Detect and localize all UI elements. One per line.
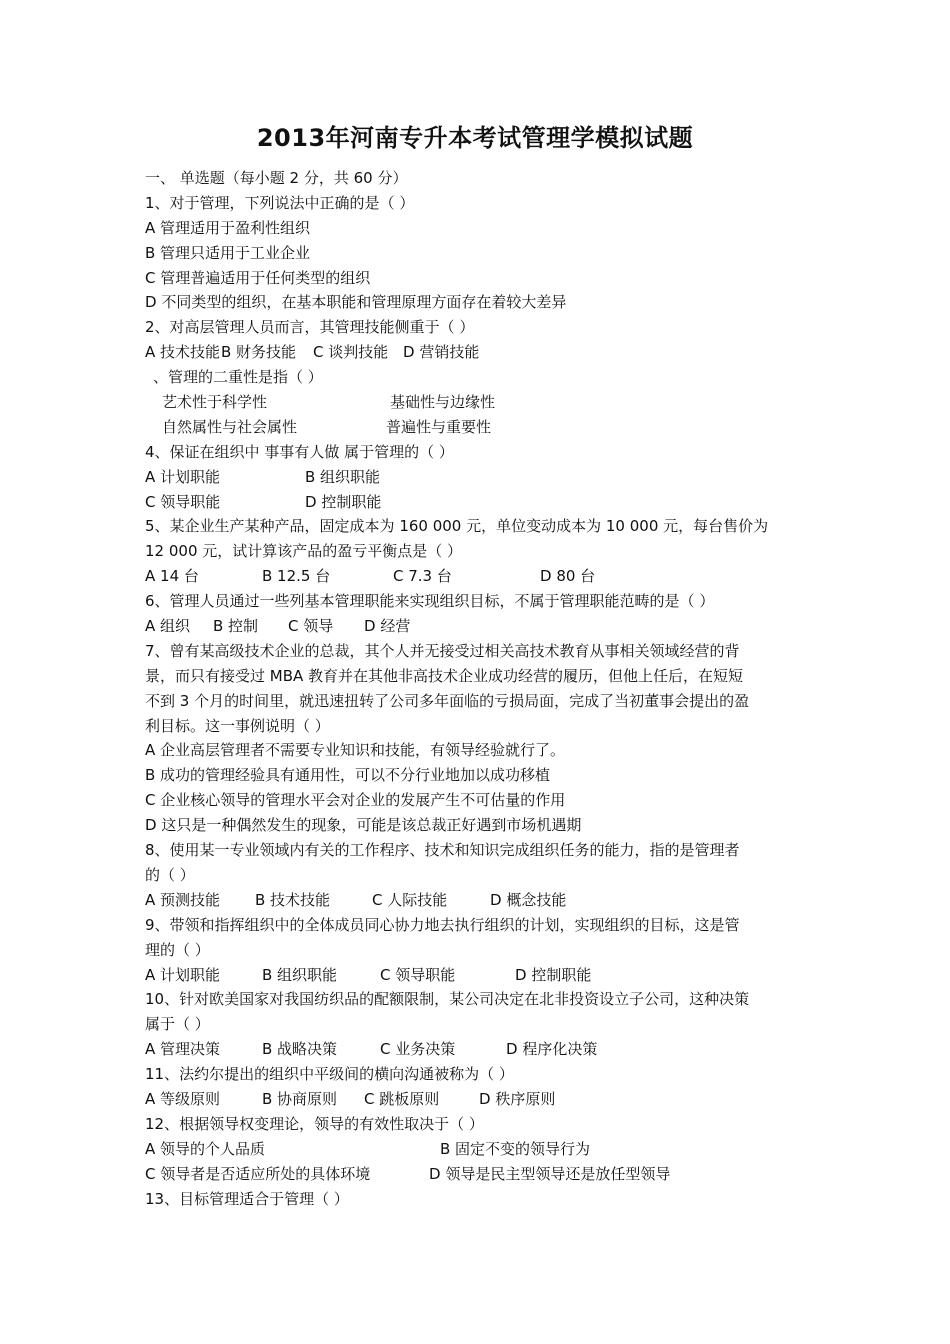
answer-options-row: [145, 465, 810, 490]
answer-option: D 控制职能: [515, 965, 592, 984]
answer-options-row: [145, 1087, 810, 1112]
answer-options-row: [145, 490, 810, 515]
answer-option: D 经营: [364, 617, 411, 636]
question-stem: 4、保证在组织中 事事有人做 属于管理的（ ）: [145, 442, 454, 461]
answer-options-row: [145, 415, 810, 440]
answer-option: A 计划职能: [145, 467, 221, 486]
question-stem: 8、使用某一专业领域内有关的工作程序、技术和知识完成组织任务的能力，指的是管理者: [145, 841, 740, 860]
section-heading: 一、 单选题（每小题 2 分，共 60 分）: [145, 169, 408, 187]
answer-options-row: [145, 614, 810, 639]
question-stem: 11、法约尔提出的组织中平级间的横向沟通被称为（ ）: [145, 1065, 514, 1084]
answer-option: C 领导: [288, 617, 334, 636]
answer-option: A 14 台: [145, 567, 199, 586]
page-title: 2013年河南专升本考试管理学模拟试题: [256, 124, 694, 152]
question-stem: 5、某企业生产某种产品，固定成本为 160 000 元，单位变动成本为 10 000 元，每台售价为: [145, 517, 769, 536]
answer-option: A 等级原则: [145, 1089, 221, 1108]
answer-option: C 企业核心领导的管理水平会对企业的发展产生不可估量的作用: [145, 791, 566, 810]
question-stem: 12 000 元，试计算该产品的盈亏平衡点是（ ）: [145, 542, 463, 561]
answer-option: C 管理普遍适用于任何类型的组织: [145, 268, 371, 287]
answer-option: B 组织职能: [305, 467, 381, 486]
answer-option: C 跳板原则: [364, 1089, 440, 1108]
answer-options-row: [145, 1162, 810, 1187]
answer-option: C 业务决策: [380, 1040, 456, 1059]
answer-option: A 管理适用于盈利性组织: [145, 218, 311, 237]
question-stem: 1、对于管理，下列说法中正确的是（ ）: [145, 193, 415, 212]
question-stem: 利目标。这一事例说明（ ）: [145, 716, 330, 735]
answer-option: D 控制职能: [305, 492, 382, 511]
answer-option: C 领导者是否适应所处的具体环境: [145, 1164, 371, 1183]
question-stem: 10、针对欧美国家对我国纺织品的配额限制，某公司决定在北非投资设立子公司，这种决策: [145, 990, 750, 1009]
question-stem: 、管理的二重性是指（ ）: [153, 368, 323, 387]
answer-options-row: [145, 888, 810, 913]
answer-option: A 管理决策: [145, 1040, 221, 1059]
answer-option: D 秩序原则: [479, 1089, 556, 1108]
question-stem: 理的（ ）: [145, 940, 210, 959]
answer-options-row: [145, 1037, 810, 1062]
answer-option: B 12.5 台: [262, 567, 331, 586]
question-stem: 不到 3 个月的时间里，就迅速扭转了公司多年面临的亏损局面，完成了当初董事会提出的盈: [145, 691, 750, 710]
answer-option: 自然属性与社会属性: [162, 417, 298, 436]
answer-option: B 组织职能: [262, 965, 338, 984]
answer-option: D 80 台: [540, 567, 596, 586]
answer-option: 普遍性与重要性: [386, 417, 492, 436]
answer-options-row: [145, 963, 810, 988]
answer-option: 基础性与边缘性: [390, 393, 496, 412]
answer-option: D 概念技能: [490, 890, 567, 909]
answer-option: C 领导职能: [145, 492, 221, 511]
answer-option: D 营销技能: [403, 343, 480, 362]
answer-option: 艺术性于科学性: [162, 393, 268, 412]
answer-option: B 管理只适用于工业企业: [145, 243, 311, 262]
answer-option: B 战略决策: [262, 1040, 338, 1059]
question-list: [145, 166, 810, 1211]
answer-option: D 这只是一种偶然发生的现象，可能是该总裁正好遇到市场机遇期: [145, 816, 582, 835]
answer-option: D 不同类型的组织，在基本职能和管理原理方面存在着较大差异: [145, 293, 567, 312]
answer-option: A 技术技能: [145, 343, 221, 362]
question-stem: 9、带领和指挥组织中的全体成员同心协力地去执行组织的计划，实现组织的目标，这是管: [145, 915, 740, 934]
answer-option: B 固定不变的领导行为: [440, 1139, 591, 1158]
answer-option: B 财务技能: [221, 343, 297, 362]
answer-option: B 成功的管理经验具有通用性，可以不分行业地加以成功移植: [145, 766, 551, 785]
answer-option: B 协商原则: [262, 1089, 338, 1108]
answer-option: D 领导是民主型领导还是放任型领导: [429, 1164, 671, 1183]
answer-option: C 7.3 台: [393, 567, 452, 586]
question-stem: 12、根据领导权变理论，领导的有效性取决于（ ）: [145, 1114, 484, 1133]
answer-options-row: [145, 390, 810, 415]
question-stem: 景，而只有接受过 MBA 教育并在其他非高技术企业成功经营的履历，但他上任后，在短短: [145, 666, 744, 685]
answer-option: C 谈判技能: [313, 343, 389, 362]
question-stem: 的（ ）: [145, 865, 195, 884]
answer-option: B 技术技能: [255, 890, 331, 909]
answer-options-row: [145, 564, 810, 589]
question-stem: 7、曾有某高级技术企业的总裁，其个人并无接受过相关高技术教育从事相关领域经营的背: [145, 641, 740, 660]
answer-options-row: [145, 1137, 810, 1162]
answer-option: A 计划职能: [145, 965, 221, 984]
answer-option: C 领导职能: [380, 965, 456, 984]
answer-option: A 组织: [145, 617, 191, 636]
answer-option: A 预测技能: [145, 890, 221, 909]
answer-option: C 人际技能: [372, 890, 448, 909]
answer-option: D 程序化决策: [506, 1040, 598, 1059]
answer-options-row: [145, 340, 810, 365]
question-stem: 属于（ ）: [145, 1015, 210, 1034]
question-stem: 2、对高层管理人员而言，其管理技能侧重于（ ）: [145, 318, 475, 337]
answer-option: B 控制: [213, 617, 259, 636]
question-stem: 6、管理人员通过一些列基本管理职能来实现组织目标，不属于管理职能范畴的是（ ）: [145, 592, 715, 611]
answer-option: A 企业高层管理者不需要专业知识和技能，有领导经验就行了。: [145, 741, 566, 760]
answer-option: A 领导的个人品质: [145, 1139, 266, 1158]
question-stem: 13、目标管理适合于管理（ ）: [145, 1189, 349, 1208]
